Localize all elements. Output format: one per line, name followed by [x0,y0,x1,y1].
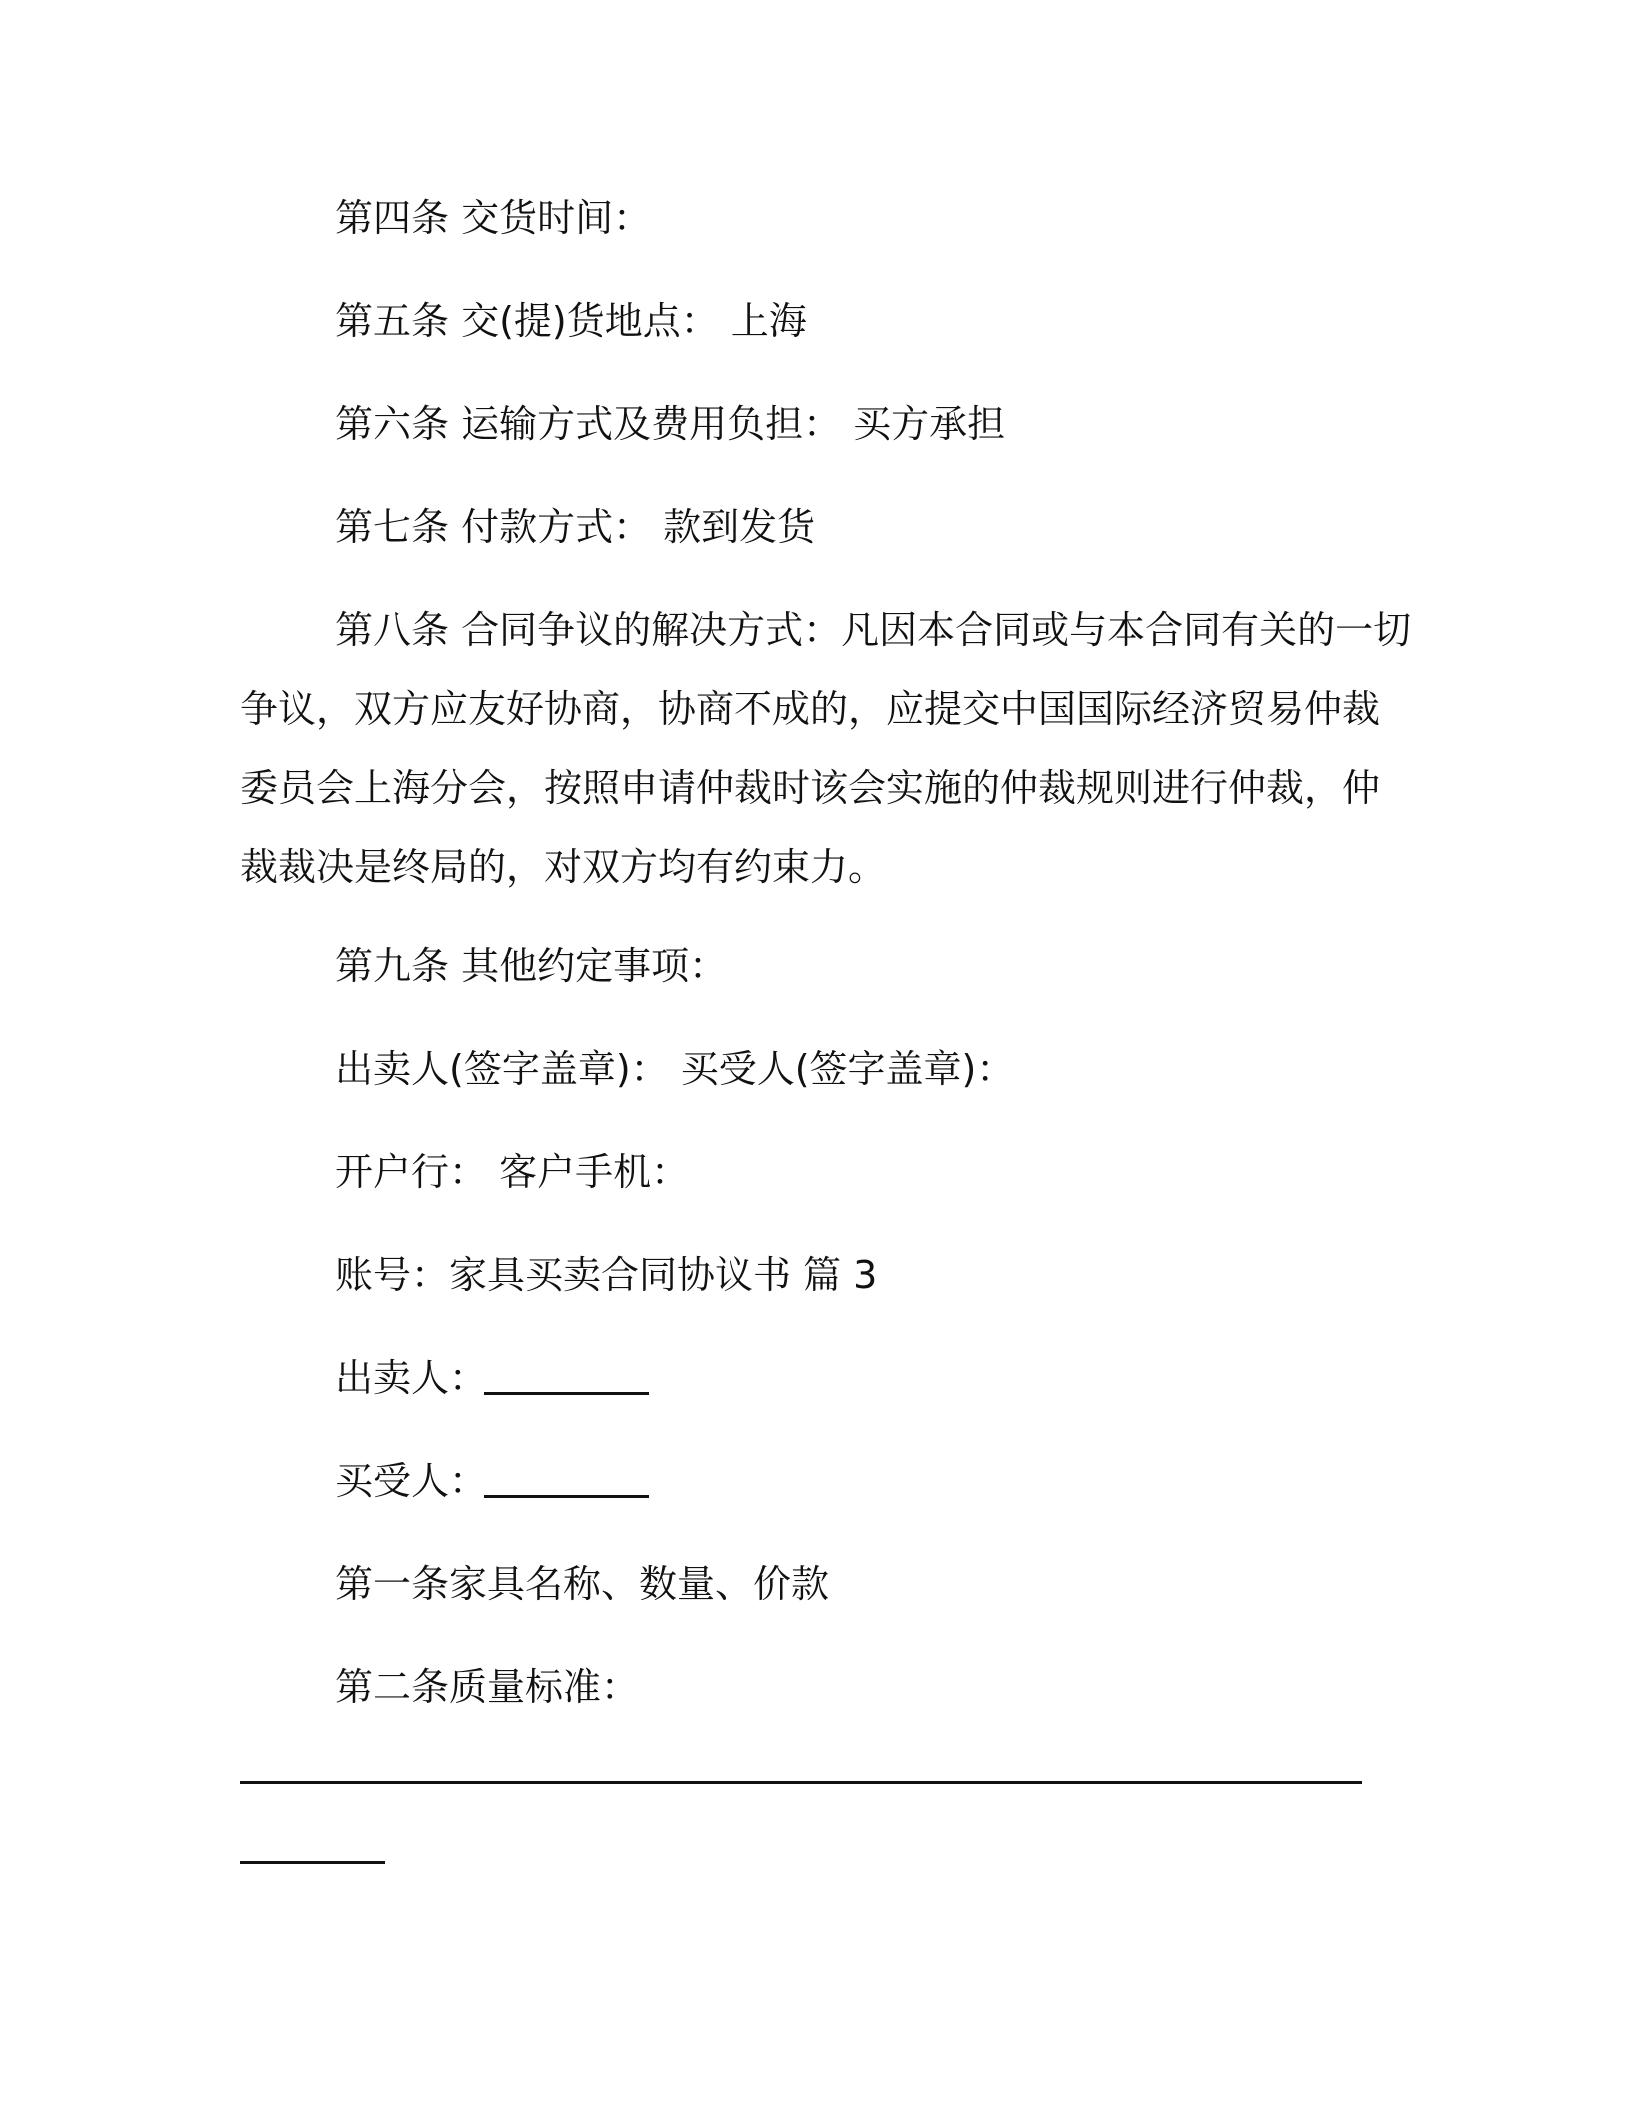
clause-8-line-1: 第八条 合同争议的解决方式：凡因本合同或与本合同有关的一切 [335,608,1412,652]
article-1: 第一条家具名称、数量、价款 [335,1562,830,1606]
quality-blank-rule-1 [240,1781,1362,1784]
account-line: 账号：家具买卖合同协议书 篇 3 [335,1253,878,1297]
buyer-label: 买受人： [335,1459,488,1503]
clause-7: 第七条 付款方式： 款到发货 [335,505,816,549]
clause-9: 第九条 其他约定事项： [335,944,728,988]
clause-8-line-3: 委员会上海分会，按照申请仲裁时该会实施的仲裁规则进行仲裁，仲 [240,766,1381,810]
buyer-blank-rule [484,1495,649,1498]
quality-blank-rule-2 [240,1861,385,1864]
bank-line: 开户行： 客户手机： [335,1150,690,1194]
signature-line: 出卖人(签字盖章)： 买受人(签字盖章)： [335,1047,1015,1091]
clause-5: 第五条 交(提)货地点： 上海 [335,299,807,343]
buyer-line [335,1455,487,1507]
clause-8-line-2: 争议，双方应友好协商，协商不成的，应提交中国国际经济贸易仲裁 [240,687,1381,731]
article-2: 第二条质量标准： [335,1665,640,1709]
seller-blank-rule [484,1392,649,1395]
clause-8-line-4: 裁裁决是终局的，对双方均有约束力。 [240,845,887,889]
clause-6: 第六条 运输方式及费用负担： 买方承担 [335,402,1006,446]
seller-line [335,1352,487,1404]
clause-4: 第四条 交货时间： [335,196,652,240]
seller-label: 出卖人： [335,1356,488,1400]
